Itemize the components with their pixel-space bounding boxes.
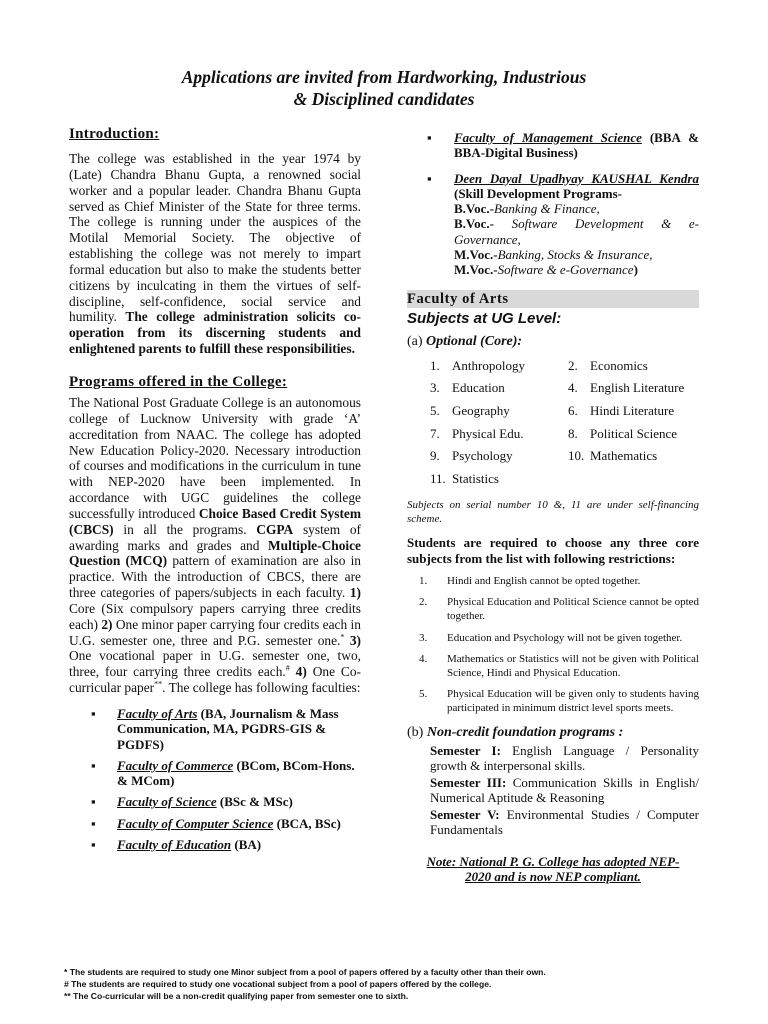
subject-name: Anthropology — [452, 357, 525, 373]
programs-paragraph — [69, 395, 361, 696]
subject-name: Education — [452, 380, 505, 396]
cbcs-text: Choice Based Credit System (CBCS) — [69, 505, 362, 537]
semester-label: Semester III: — [430, 774, 507, 790]
voc-close: ) — [633, 262, 638, 278]
title-line-1: Applications are invited from Hardworking, Industrious — [181, 67, 587, 87]
faculty-name: Faculty of Education — [117, 837, 232, 853]
subject-item — [568, 402, 718, 420]
restriction-text: Physical Education and Political Science cannot be opted together. — [447, 596, 700, 623]
faculty-name: Faculty of Computer Science — [117, 815, 274, 831]
faculty-desc: (BCA, BSc) — [273, 815, 341, 831]
faculty-name: Faculty of Management Science — [454, 130, 642, 145]
restriction-text: Physical Education will be given only to students having participated in minimum district level sports meets. — [447, 688, 699, 715]
subject-item — [430, 425, 568, 443]
faculty-name: Faculty of Arts — [117, 706, 198, 721]
nep-note-line-2: 2020 and is now NEP compliant. — [465, 869, 641, 885]
subject-name: Economics — [590, 357, 648, 373]
footnote: # The students are required to study one vocational subject from a pool of papers offered by the college. — [64, 979, 492, 989]
subject-item — [430, 379, 568, 397]
ug-subjects-heading: Subjects at UG Level: — [407, 309, 562, 327]
subject-name: Psychology — [452, 448, 513, 464]
item-number-2: 2) — [101, 616, 113, 632]
mcq-text: Multiple-Choice Question (MCQ) — [69, 537, 361, 569]
optional-label: Optional (Core): — [426, 333, 523, 349]
optional-prefix: (a) — [407, 333, 423, 349]
voc-line — [454, 262, 699, 277]
programs-text-2: in all the programs. — [123, 521, 247, 537]
footnote: * The students are required to study one Minor subject from a pool of papers offered by a faculty other than their own. — [64, 967, 546, 977]
semester-item — [430, 807, 699, 838]
subject-number: 7. — [430, 425, 440, 441]
left-column — [69, 124, 361, 858]
restriction-text: Education and Psychology will not be given together. — [447, 631, 683, 644]
subject-name: Hindi Literature — [590, 403, 675, 419]
voc-label: B.Voc.- — [454, 201, 494, 217]
subject-number: 2. — [568, 357, 578, 373]
requirement-text: Students are required to choose any three core subjects from the list with following restrictions: — [407, 535, 699, 567]
subject-item — [568, 379, 718, 397]
restriction-text: Hindi and English cannot be opted together. — [447, 575, 641, 587]
faculty-name: Faculty of Science — [117, 794, 217, 810]
programs-heading: Programs offered in the College: — [69, 373, 288, 390]
list-item — [91, 758, 361, 789]
restriction-number: 4. — [419, 653, 428, 666]
list-item — [91, 706, 361, 752]
faculty-desc: (BA) — [231, 837, 262, 853]
introduction-paragraph — [69, 151, 361, 357]
programs-text-8: One Co-curricular paper — [69, 664, 361, 696]
introduction-text: The college was established in the year 1974 by (Late) Chandra Bhanu Gupta, a renowned social worker and a popular leader. Chandra Bhanu Gupta served as Chief Minister of the State for three terms. The college is running under the auspices of the Motilal Memorial Society. The objective of establishing the college was not merely to impart formal education but also to make the students better citizens by inculcating in them the virtues of self-discipline, self-confidence, social service and humility. — [69, 151, 361, 325]
voc-line — [454, 216, 699, 247]
introduction-bold-text: The college administration solicits co-operation from its discerning students and enlightened parents to fulfill these responsibilities. — [69, 309, 361, 357]
voc-value: Banking & Finance, — [493, 201, 600, 217]
voc-label: B.Voc.- — [454, 216, 494, 232]
faculty-desc: (Skill Development Programs- — [454, 185, 623, 201]
page-title — [0, 66, 768, 110]
nep-note-line-1: Note: National P. G. College has adopted NEP- — [426, 853, 680, 869]
footnote-mark-hash: # — [285, 663, 290, 673]
subject-grid — [430, 357, 699, 489]
subject-number: 11. — [430, 471, 446, 487]
right-column — [407, 130, 699, 885]
faculty-of-arts-band: Faculty of Arts — [407, 290, 699, 308]
faculty-name: Faculty of Commerce — [117, 757, 234, 773]
subject-number: 10. — [568, 448, 585, 464]
programs-text-7: One vocational paper in U.G. semester one, two, three, four carrying three credits each. — [69, 648, 361, 680]
faculty-list-continued — [427, 130, 699, 278]
subject-item — [430, 447, 568, 465]
semester-item — [430, 775, 699, 806]
subject-number: 9. — [430, 448, 440, 464]
subject-name: Statistics — [452, 471, 499, 487]
list-item — [427, 171, 699, 278]
list-item — [407, 596, 699, 624]
self-financing-note: Subjects on serial number 10 &, 11 are under self-financing scheme. — [407, 499, 699, 526]
subject-item — [430, 357, 568, 375]
faculty-desc: (BCom, BCom-Hons. & MCom) — [117, 757, 355, 789]
faculty-desc: (BSc & MSc) — [216, 794, 293, 810]
subject-name: Political Science — [590, 425, 678, 441]
programs-text-4: pattern of examination are also in practice. With the introduction of CBCS, there are three categories of papers/subjects in each faculty. — [69, 553, 361, 601]
subject-number: 5. — [430, 403, 440, 419]
programs-text-6: One minor paper carrying four credits each in U.G. semester one, three and P.G. semester one. — [69, 616, 361, 648]
semester-item — [430, 743, 699, 774]
voc-line — [454, 247, 699, 262]
item-number-3: 3) — [349, 632, 361, 648]
list-item — [407, 653, 699, 681]
subject-item — [568, 357, 718, 375]
list-item — [91, 837, 361, 852]
subject-name: Physical Edu. — [452, 425, 524, 441]
subject-name: Geography — [452, 403, 510, 419]
programs-text-9: . The college has following faculties: — [162, 680, 361, 696]
non-credit-prefix: (b) — [407, 724, 424, 740]
cgpa-text: CGPA — [256, 521, 294, 537]
programs-text-5: Core (Six compulsory papers carrying three credits each) — [69, 600, 361, 632]
footnote-mark-double-star: ** — [154, 679, 163, 689]
subject-number: 3. — [430, 380, 440, 396]
voc-value: Software Development & e-Governance, — [454, 216, 699, 247]
list-item — [407, 688, 699, 716]
subject-number: 4. — [568, 380, 578, 396]
introduction-heading: Introduction: — [69, 126, 160, 142]
programs-text-1: The National Post Graduate College is an autonomous college of Lucknow University with grade ‘A’ accreditation from NAAC. The college has adopted New Education Policy-2020. Necessary introduction of courses and modifications in the curriculum in tune with NEP-2020 have been implemented. In accordance with UGC guidelines the college successfully introduced — [69, 394, 361, 521]
faculty-desc: (BBA & BBA-Digital Business) — [454, 130, 700, 161]
non-credit-line — [407, 724, 699, 742]
restriction-number: 1. — [419, 575, 428, 587]
subject-name: English Literature — [590, 380, 685, 396]
subject-item — [430, 470, 568, 488]
voc-value: Banking, Stocks & Insurance, — [497, 247, 653, 263]
subject-number: 1. — [430, 357, 440, 373]
non-credit-label: Non-credit foundation programs : — [426, 724, 624, 740]
semester-label: Semester V: — [430, 806, 500, 822]
footnote-mark-star: * — [340, 632, 345, 642]
footnote: ** The Co-curricular will be a non-credit qualifying paper from semester one to sixth. — [64, 991, 409, 1001]
subject-name: Mathematics — [590, 448, 658, 464]
footnotes — [64, 966, 724, 1002]
list-item — [407, 575, 699, 589]
voc-line — [454, 201, 699, 216]
subject-item — [430, 402, 568, 420]
faculty-list — [91, 706, 361, 852]
voc-label: M.Voc.- — [454, 262, 498, 278]
restriction-number: 3. — [419, 631, 428, 644]
semester-text: Communication Skills in English/ Numerical Aptitude & Reasoning — [430, 774, 699, 806]
voc-label: M.Voc.- — [454, 247, 498, 263]
voc-value: Software & e-Governance — [497, 262, 634, 278]
optional-core-line — [407, 333, 699, 351]
subject-number: 6. — [568, 403, 578, 419]
item-number-4: 4) — [295, 664, 307, 680]
subject-item — [568, 447, 718, 465]
item-number-1: 1) — [349, 585, 361, 601]
restriction-list — [407, 575, 699, 716]
nep-compliance-note — [407, 854, 699, 885]
semester-label: Semester I: — [430, 742, 501, 758]
faculty-desc: (BA, Journalism & Mass Communication, MA, PGDRS-GIS & PGDFS) — [117, 706, 339, 752]
faculty-name: Deen Dayal Upadhyay KAUSHAL Kendra — [454, 170, 699, 186]
subject-item — [568, 425, 718, 443]
list-item — [91, 794, 361, 809]
semester-text: Environmental Studies / Computer Fundamentals — [430, 806, 699, 838]
programs-text-3: system of awarding marks and grades and — [69, 521, 362, 553]
subject-number: 8. — [568, 425, 578, 441]
semester-text: English Language / Personality growth & interpersonal skills. — [430, 742, 699, 774]
restriction-text: Mathematics or Statistics will not be given with Political Science, Hindi and Physical Education. — [447, 653, 699, 680]
list-item — [91, 816, 361, 831]
title-line-2: & Disciplined candidates — [293, 89, 475, 109]
list-item — [407, 632, 699, 646]
list-item — [427, 130, 699, 161]
restriction-number: 2. — [419, 596, 428, 609]
restriction-number: 5. — [419, 688, 428, 701]
